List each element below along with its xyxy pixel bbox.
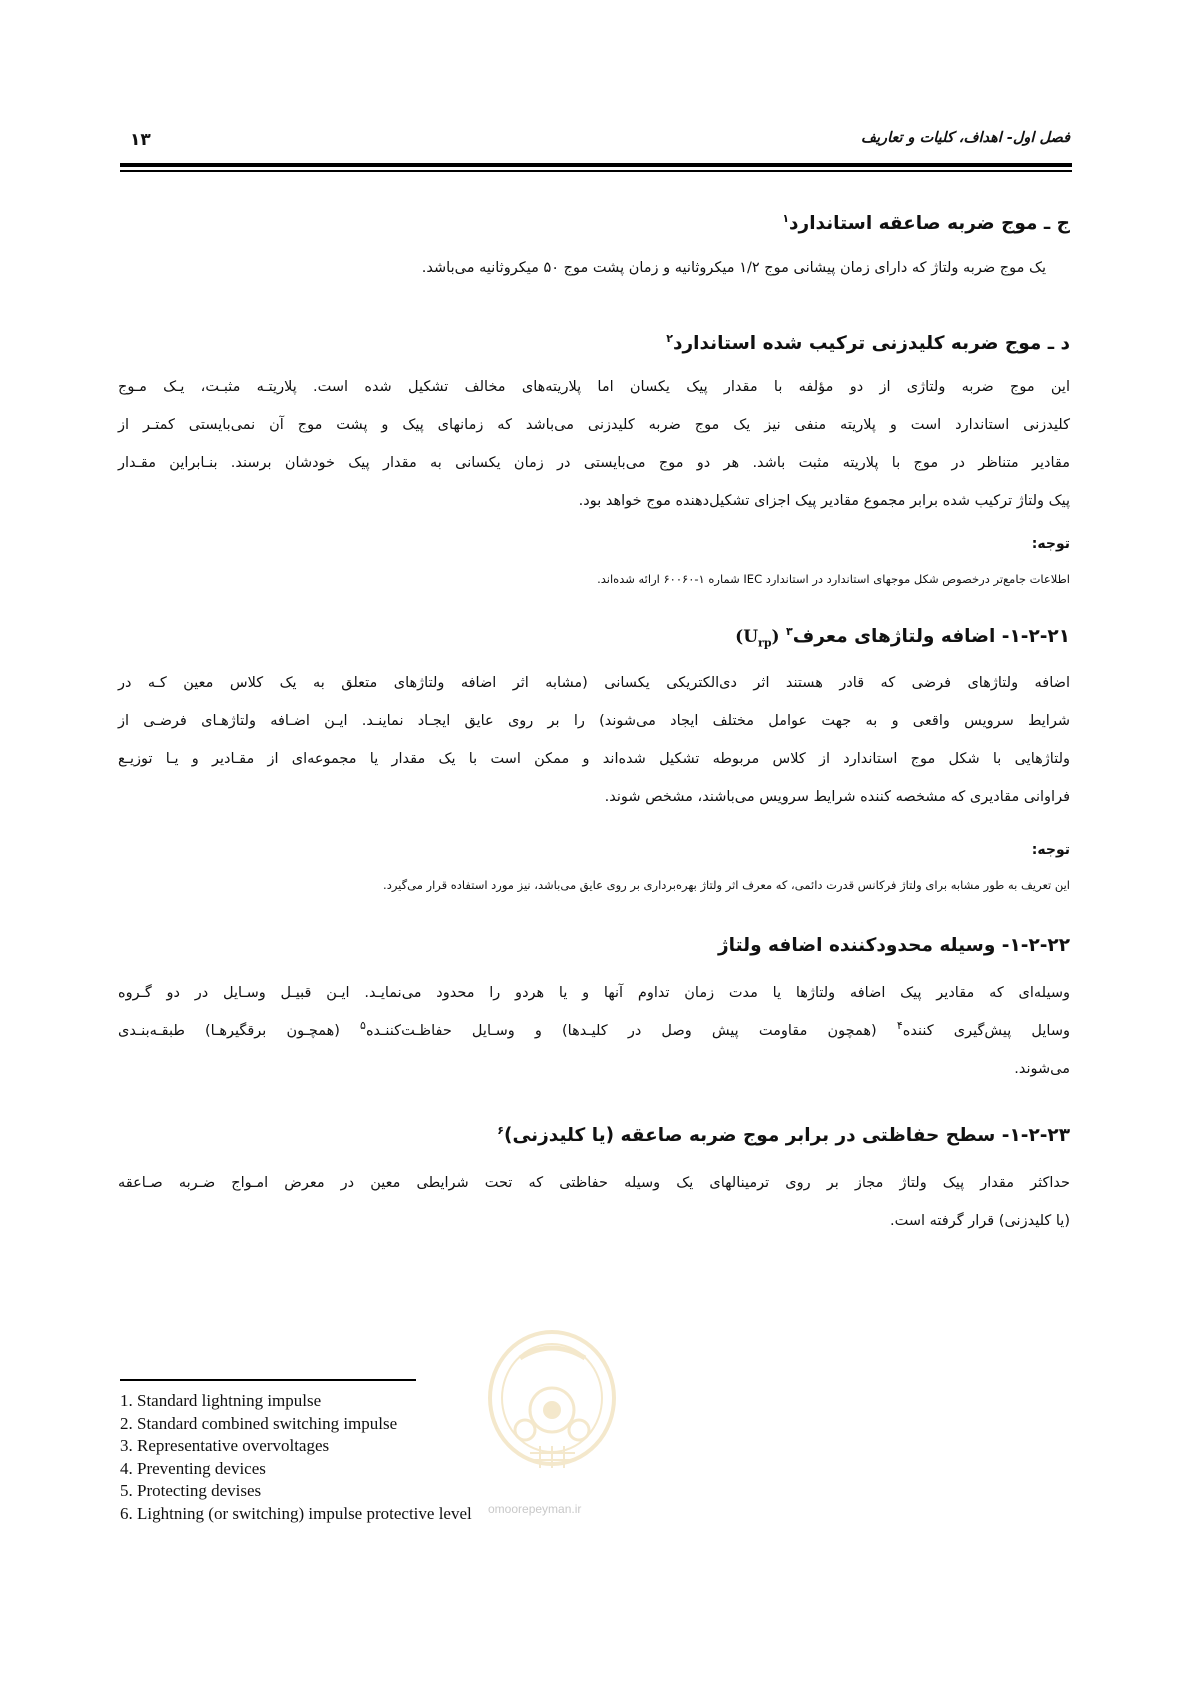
page-number: ۱۳ (130, 130, 151, 150)
footnote-item: 1. Standard lightning impulse (120, 1391, 322, 1410)
footnote-rule (120, 1379, 416, 1381)
paragraph-line: ولتاژهایی با شکل موج استاندارد از کلاس مربوطه تشکیل شده‌اند و ممکن است با یک مقدار یا مجموعه‌ای از مقـادیر و یـا توزیـع (118, 751, 1070, 767)
paragraph-line: این موج ضربه ولتاژی از دو مؤلفه با مقدار پیک یکسان اما پلاریته‌های مخالف تشکیل شده است. پلاریتـه مثبـت، یـک مـوج (118, 379, 1070, 395)
footnote-ref: ۱ (782, 211, 790, 225)
section-heading-22: ۱-۲-۲۲- وسیله محدودکننده اضافه ولتاژ (717, 935, 1070, 956)
footnotes (120, 1390, 472, 1525)
footnote-ref: ۴ (896, 1019, 903, 1033)
symbol-urp: $(U_{rp})$ (735, 627, 780, 650)
section-c-paragraph: یک موج ضربه ولتاژ که دارای زمان پیشانی موج ۱/۲ میکروثانیه و زمان پشت موج ۵۰ میکروثانیه می‌باشد. (421, 260, 1046, 276)
section-22-paragraph (118, 974, 1070, 1088)
paragraph-line: حداکثر مقدار پیک ولتاژ مجاز بر روی ترمینالهای یک وسیله حفاظتی که تحت شرایطی معین در معرض امـواج ضـربه صـاعقه (118, 1175, 1070, 1191)
heading-text: ۱-۲-۲۳- سطح حفاظتی در برابر موج ضربه صاعقه (یا کلیدزنی) (503, 1125, 1070, 1146)
paragraph-line: شرایط سرویس واقعی و به جهت عوامل مختلف ایجاد می‌شوند) را بر روی عایق ایجـاد نماینـد. ایـن اضـافه ولتاژهـای فرضـی از (118, 713, 1070, 729)
footnote-item: 4. Preventing devices (120, 1458, 266, 1478)
heading-text: ج ـ موج ضربه صاعقه استاندارد (789, 213, 1070, 234)
header-rule-thick (120, 163, 1072, 167)
section-23-paragraph (118, 1164, 1070, 1240)
watermark-logo (485, 1328, 620, 1478)
text-run: (همچون مقاومت پیش وصل در کلیـدها) و وسـایل حفاظـت‌کننـده (365, 1023, 897, 1039)
paragraph-line: فراوانی مقادیری که مشخصه کننده شرایط سرویس می‌باشند، مشخص شوند. (604, 789, 1070, 805)
heading-text: ۱-۲-۲۱- اضافه ولتاژهای معرف (792, 626, 1070, 647)
footnote-ref: ۲ (666, 331, 673, 345)
chapter-title: فصل اول- اهداف، کلیات و تعاریف (861, 130, 1070, 146)
paragraph-line (118, 1012, 1070, 1050)
footnote-item: 2. Standard combined switching impulse (120, 1413, 398, 1433)
footnote-item: 5. Protecting devises (120, 1481, 262, 1500)
footnote-item: 3. Representative overvoltages (120, 1436, 330, 1455)
watermark-url: omoorepeyman.ir (488, 1502, 582, 1516)
paragraph-line: مقادیر متناظر در موج با پلاریته مثبت باشد. هر دو موج می‌بایستی در زمان یکسانی به مقدار پیک خودشان برسند. بنـابراین مقـدار (118, 455, 1070, 471)
section-heading-d (666, 333, 1070, 354)
note-label: توجه: (1031, 536, 1070, 552)
note-text: اطلاعات جامع‌تر درخصوص شکل موجهای استاندارد در استاندارد IEC شماره ۱-۶۰۰۶۰ ارائه شده‌اند. (597, 572, 1070, 586)
paragraph-line: وسیله‌ای که مقادیر پیک اضافه ولتاژها یا مدت زمان تداوم آنها و یا هردو را محدود می‌نمایـد. ایـن قبیـل وسـایل در دو گـروه (118, 985, 1070, 1001)
paragraph-line: می‌شوند. (1014, 1061, 1070, 1077)
text-run: وسایل پیش‌گیری کننده (902, 1023, 1070, 1039)
section-heading-23 (497, 1125, 1070, 1146)
paragraph-line: پیک ولتاژ ترکیب شده برابر مجموع مقادیر پیک اجزای تشکیل‌دهنده موج خواهد بود. (578, 493, 1070, 509)
section-heading-c (782, 213, 1070, 234)
logo-seal-icon (485, 1328, 620, 1478)
footnote-ref: ۶ (497, 1123, 504, 1137)
note-text: این تعریف به طور مشابه برای ولتاژ فرکانس قدرت دائمی، که معرف اثر ولتاژ بهره‌برداری بر روی عایق می‌باشد، نیز مورد استفاده قرار می‌گیرد. (383, 878, 1070, 892)
section-21-paragraph (118, 664, 1070, 816)
paragraph-line: (یا کلیدزنی) قرار گرفته است. (890, 1213, 1070, 1229)
paragraph-line: کلیدزنی استاندارد است و پلاریته منفی نیز یک موج ضربه کلیدزنی می‌باشد که زمانهای پیک و پشت موج آن نمی‌بایستی کمتـر از (118, 417, 1070, 433)
footnote-item: 6. Lightning (or switching) impulse protective level (120, 1503, 472, 1523)
footnote-ref: ۳ (786, 624, 793, 638)
note-label: توجه: (1031, 842, 1070, 858)
heading-text: د ـ موج ضربه کلیدزنی ترکیب شده استاندارد (672, 333, 1070, 354)
text-run: (همچـون برقگیرهـا) طبقـه‌بنـدی (118, 1023, 361, 1039)
paragraph-line: اضافه ولتاژهای فرضی که قادر هستند اثر دی‌الکتریکی یکسانی (مشابه اثر اضافه ولتاژهای متعلق به یک کلاس معین کـه در (118, 675, 1070, 691)
header-rule-thin (120, 170, 1072, 172)
section-heading-21 (735, 626, 1070, 649)
section-d-paragraph (118, 368, 1070, 520)
footnote-ref: ۵ (360, 1019, 366, 1033)
